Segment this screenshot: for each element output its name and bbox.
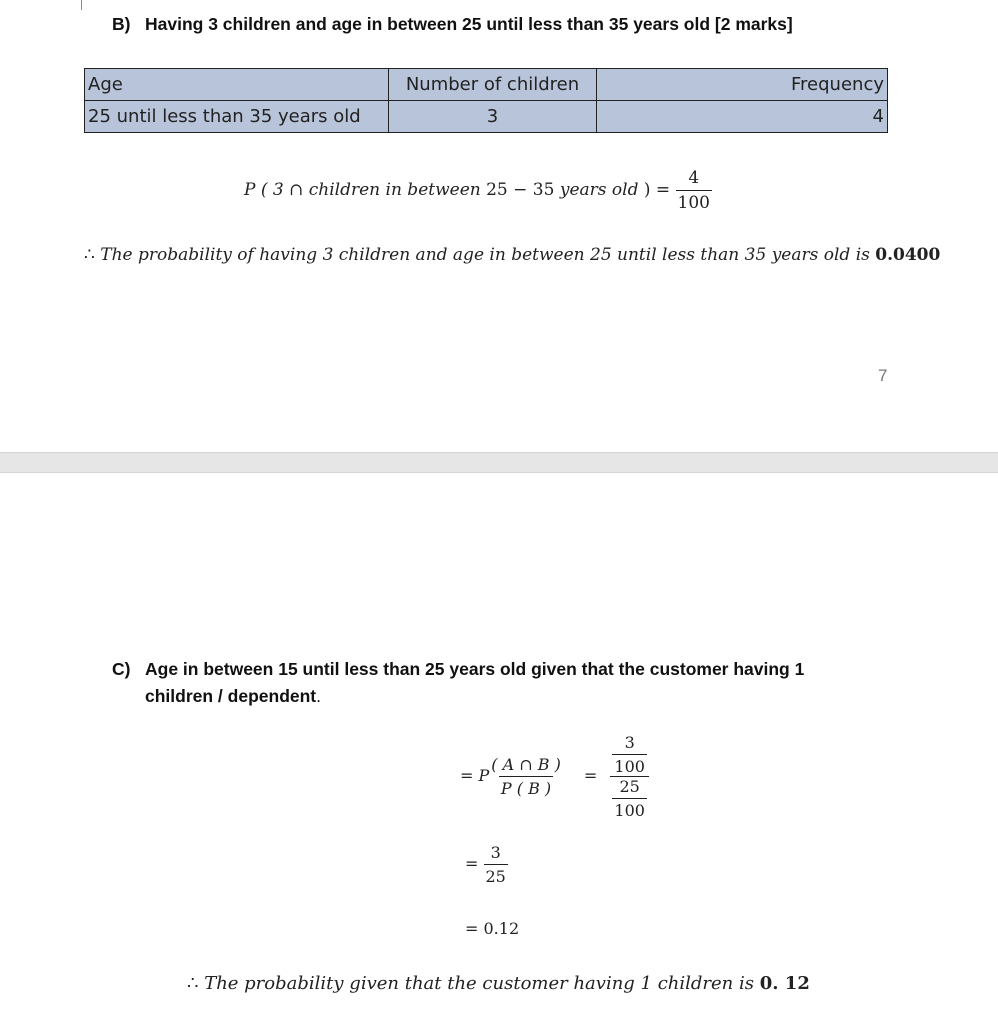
section-c-title-period: .: [316, 686, 322, 706]
conclusion-text: The probability given that the customer having 1 children is: [204, 973, 754, 994]
section-c-title-line1: Age in between 15 until less than 25 years old given that the customer having 1: [145, 659, 805, 679]
fraction-numerator: 25: [619, 777, 640, 796]
therefore-symbol: ∴: [84, 245, 95, 265]
table-cell: 4: [597, 101, 888, 133]
compound-denominator: [610, 776, 649, 820]
section-c-label: C): [112, 659, 131, 679]
probability-formula-b: [244, 168, 712, 213]
formula-eq2: =: [583, 766, 598, 785]
fraction: [489, 755, 563, 798]
formula-range: 25 − 35: [486, 180, 555, 200]
formula-eq: = P: [460, 766, 490, 785]
table-header-cell: Number of children: [389, 69, 597, 101]
page-number: 7: [878, 366, 888, 385]
text-cursor: [81, 0, 82, 10]
fraction-denominator: 100: [612, 798, 647, 820]
inner-fraction: [612, 777, 647, 820]
fraction-denominator: 100: [612, 754, 647, 776]
inner-fraction: [612, 733, 647, 776]
fraction-denominator: 100: [676, 190, 712, 213]
table-header-cell: Frequency: [597, 69, 888, 101]
simplified-fraction: [465, 843, 508, 886]
formula-eq: =: [465, 854, 479, 873]
compound-numerator: [610, 733, 649, 776]
formula-words: children in between: [308, 180, 481, 200]
table-cell: 25 until less than 35 years old: [85, 101, 389, 133]
table-header-row: [85, 69, 888, 101]
fraction: [484, 843, 508, 886]
section-b-heading: [112, 14, 793, 35]
fraction-denominator: P ( B ): [499, 776, 553, 798]
fraction: [676, 168, 712, 213]
conclusion-c: [187, 973, 810, 994]
conclusion-b: [84, 245, 940, 265]
conclusion-value: 0.0400: [875, 245, 941, 265]
document-page-7: [0, 0, 998, 452]
decimal-result: = 0.12: [465, 919, 520, 938]
formula-prefix: P ( 3 ∩: [244, 180, 309, 200]
fraction-numerator: 3: [490, 843, 501, 862]
fraction-denominator: 25: [484, 864, 508, 886]
document-page-8: [0, 473, 998, 1024]
table-row: [85, 101, 888, 133]
conclusion-value: 0. 12: [759, 973, 810, 994]
section-c-heading: [112, 656, 804, 710]
fraction-numerator: ( A ∩ B ): [491, 755, 561, 774]
formula-words2: years old: [559, 180, 639, 200]
formula-suffix: ) =: [643, 180, 671, 200]
page-separator: [0, 452, 998, 473]
section-b-label: B): [112, 14, 131, 34]
conclusion-text: The probability of having 3 children and age in between 25 until less than 35 years old is: [100, 245, 870, 265]
table-cell: 3: [389, 101, 597, 133]
section-c-title-line2: children / dependent: [145, 686, 317, 706]
frequency-table: [84, 68, 888, 133]
fraction-numerator: 4: [688, 168, 700, 188]
conditional-formula: [460, 733, 649, 820]
fraction-numerator: 3: [624, 733, 635, 752]
therefore-symbol: ∴: [187, 973, 199, 994]
table-header-cell: Age: [85, 69, 389, 101]
compound-fraction: [610, 733, 649, 820]
section-b-title: Having 3 children and age in between 25 until less than 35 years old [2 marks]: [145, 14, 793, 34]
